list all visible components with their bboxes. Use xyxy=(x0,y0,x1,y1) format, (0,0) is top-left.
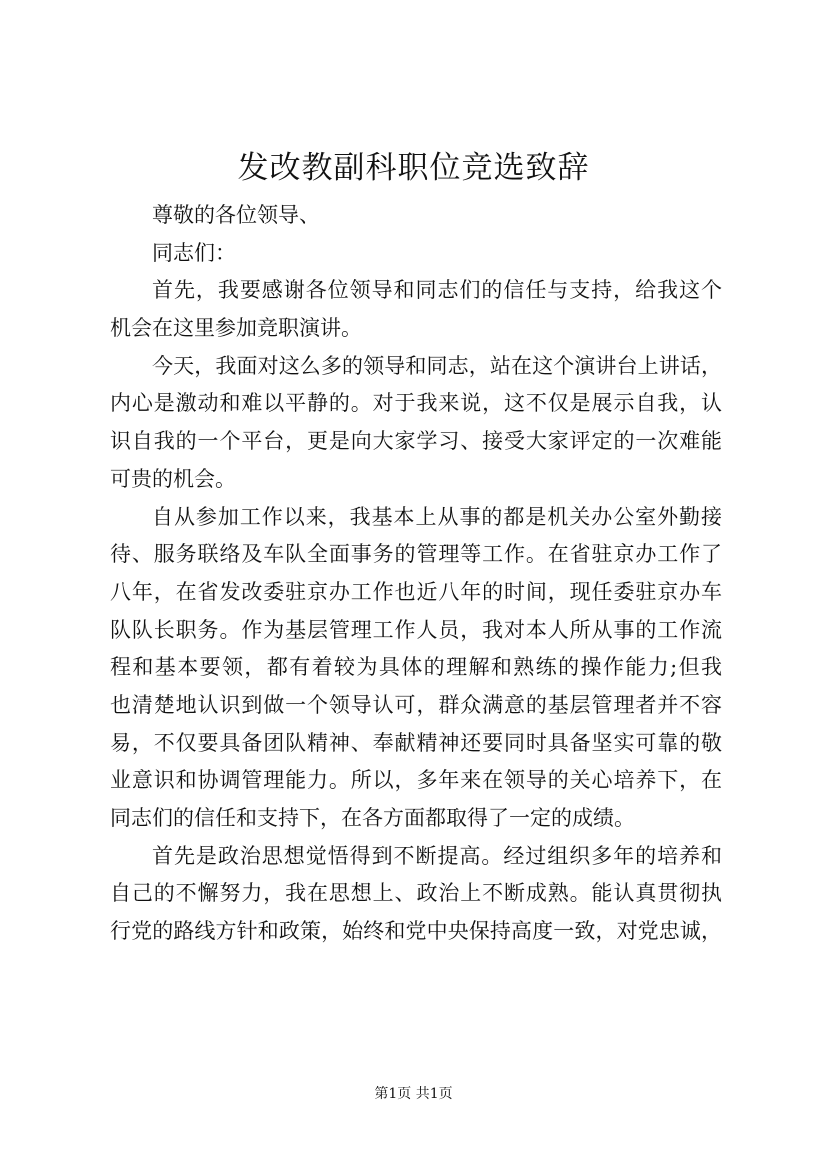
text-line: 业意识和协调管理能力。所以，多年来在领导的关心培养下，在 xyxy=(110,768,722,793)
text-line: 内心是激动和难以平静的。对于我来说，这不仅是展示自我，认 xyxy=(110,391,722,416)
text-line: 首先，我要感谢各位领导和同志们的信任与支持，给我这个 xyxy=(152,278,722,303)
text-line: 尊敬的各位领导、 xyxy=(152,203,320,227)
document-body xyxy=(110,197,722,951)
text-line: 待、服务联络及车队全面事务的管理等工作。在省驻京办工作了 xyxy=(110,542,722,567)
text-line: 行党的路线方针和政策，始终和党中央保持高度一致，对党忠诚， xyxy=(110,919,722,944)
text-line: 识自我的一个平台，更是向大家学习、接受大家评定的一次难能 xyxy=(110,429,722,454)
text-line: 易，不仅要具备团队精神、奉献精神还要同时具备坚实可靠的敬 xyxy=(110,730,722,755)
document-title: 发改教副科职位竞选致辞 xyxy=(237,150,590,186)
text-line: 自从参加工作以来，我基本上从事的都是机关办公室外勤接 xyxy=(152,504,722,529)
text-line: 自己的不懈努力，我在思想上、政治上不断成熟。能认真贯彻执 xyxy=(110,881,722,906)
text-line: 可贵的机会。 xyxy=(110,466,236,491)
text-line: 也清楚地认识到做一个领导认可，群众满意的基层管理者并不容 xyxy=(110,692,722,717)
text-line: 首先是政治思想觉悟得到不断提高。经过组织多年的培养和 xyxy=(152,843,722,868)
text-line: 同志们： xyxy=(152,240,236,265)
text-line: 八年，在省发改委驻京办工作也近八年的时间，现任委驻京办车 xyxy=(110,579,722,604)
page-footer: 第1页 共1页 xyxy=(374,1086,453,1102)
text-line: 机会在这里参加竞职演讲。 xyxy=(110,316,362,341)
text-line: 同志们的信任和支持下，在各方面都取得了一定的成绩。 xyxy=(110,806,635,830)
text-line: 队队长职务。作为基层管理工作人员，我对本人所从事的工作流 xyxy=(110,617,722,642)
text-line: 今天，我面对这么多的领导和同志，站在这个演讲台上讲话， xyxy=(152,353,722,378)
text-line: 程和基本要领，都有着较为具体的理解和熟练的操作能力;但我 xyxy=(110,655,722,680)
